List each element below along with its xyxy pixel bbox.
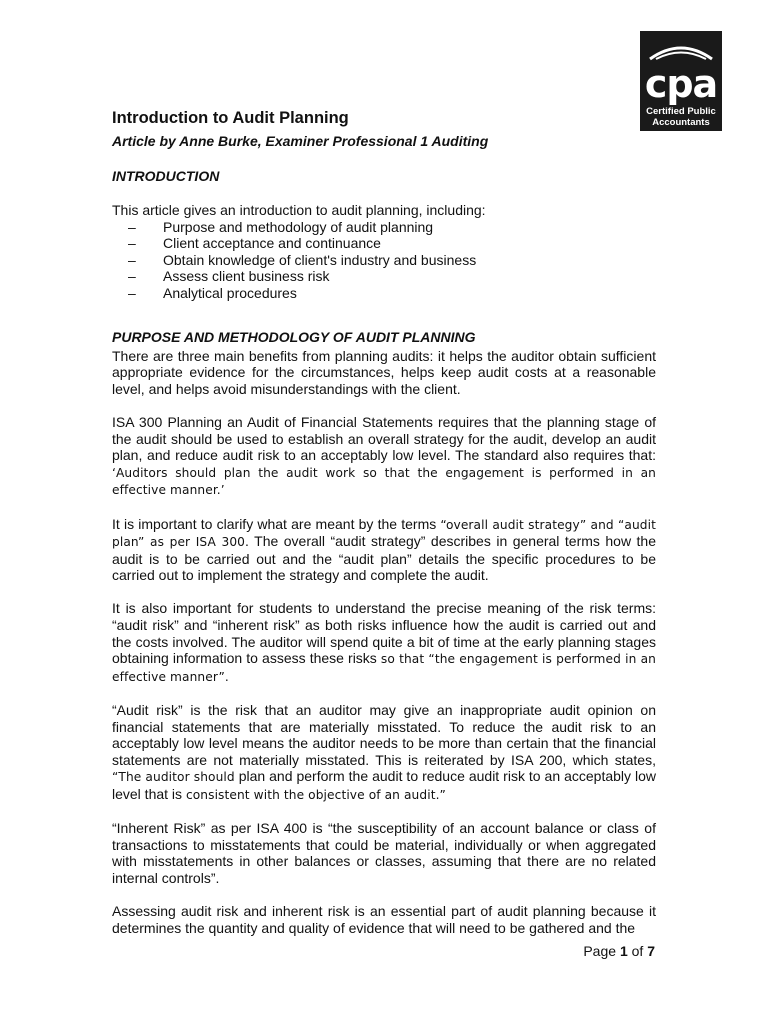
- bullet-dash: –: [128, 218, 136, 235]
- paragraph-audit-risk: [112, 702, 656, 804]
- paragraph-terms: [112, 516, 656, 584]
- quote-run: ‘Auditors should plan the audit work so that the engagement is performed in an effective manner.’: [112, 465, 656, 498]
- list-item: [112, 268, 656, 285]
- paragraph-assessing-risk: Assessing audit risk and inherent risk is an essential part of audit planning because it determines the quantity and quality of evidence that will need to be gathered and the: [112, 903, 656, 936]
- paragraph-inherent-risk: “Inherent Risk” as per ISA 400 is “the susceptibility of an account balance or class of transactions to misstatements that could be material, individually or when aggregated with misstatements in other balances or classes, assuming that there are no related internal controls”.: [112, 820, 656, 886]
- text-run: ISA 300 Planning an Audit of Financial Statements requires that the planning stage of the audit should be used to establish an overall strategy for the audit, develop an audit plan, and reduce audit risk to an acceptably low level. The standard also requires that:: [112, 413, 656, 464]
- logo-subtitle-line2: Accountants: [652, 117, 710, 128]
- quote-run: consistent with the objective of an audit.”: [185, 788, 446, 802]
- list-item-text: Purpose and methodology of audit planning: [163, 218, 434, 235]
- logo-subtitle-line1: Certified Public: [646, 106, 716, 117]
- list-item-text: Obtain knowledge of client's industry and business: [163, 251, 477, 268]
- text-run: . The overall “audit strategy” describes in general terms how the audit is to be carried out and the “audit plan” details the specific procedures to be carried out to implement the strategy and complete the audit.: [112, 533, 656, 584]
- quote-run: “overall audit strategy” and “audit plan” as per ISA 300: [112, 517, 656, 550]
- page-current: 1: [619, 943, 628, 959]
- paragraph-benefits: There are three main benefits from planning audits: it helps the auditor obtain sufficient appropriate evidence for the circumstances, helps keep audit costs at a reasonable level, and helps avoid misunderstandings with the client.: [112, 347, 656, 397]
- bullet-dash: –: [128, 268, 136, 285]
- section-heading: PURPOSE AND METHODOLOGY OF AUDIT PLANNING: [112, 328, 476, 345]
- paragraph-risk-terms: [112, 600, 656, 685]
- article-body: [112, 108, 656, 936]
- bullet-dash: –: [128, 251, 136, 268]
- page-label: Page: [583, 943, 617, 959]
- list-item-text: Assess client business risk: [163, 268, 330, 285]
- list-item: [112, 285, 656, 302]
- text-run: It is also important for students to understand the precise meaning of the risk terms: “audit risk” and “inherent risk” as both risks influence how the audit is carried out and the costs involved. The auditor will spend quite a bit of time at the early planning stages obtaining information to assess these risks: [112, 600, 656, 667]
- quote-run: so that “the engagement is performed in an effective manner”.: [112, 652, 656, 684]
- quote-run: “The auditor should: [112, 770, 235, 785]
- of-label: of: [631, 943, 644, 959]
- list-item-text: Client acceptance and continuance: [163, 235, 381, 252]
- logo-text: cpa: [644, 62, 718, 106]
- list-item: [112, 235, 656, 252]
- text-run: It is important to clarify what are meant by the terms: [112, 515, 441, 532]
- article-byline: Article by Anne Burke, Examiner Professional 1 Auditing: [112, 133, 489, 149]
- bullet-dash: –: [128, 284, 136, 301]
- paragraph-isa300: [112, 414, 656, 499]
- list-item: [112, 219, 656, 236]
- topics-list: [112, 219, 656, 302]
- text-run: plan and perform the audit to reduce audit risk to an acceptably low level that is: [112, 768, 656, 802]
- logo-arc-icon: [646, 37, 716, 63]
- page-title: Introduction to Audit Planning: [112, 109, 349, 127]
- page-number: [583, 943, 655, 959]
- text-run: “Audit risk” is the risk that an auditor may give an inappropriate audit opinion on financial statements that are materially misstated. To reduce the audit risk to an acceptably low level means the auditor needs to be more than certain that the financial statements are not materially misstated. This is reiterated by ISA 200, which states,: [112, 702, 656, 768]
- bullet-dash: –: [128, 235, 136, 252]
- list-item-text: Analytical procedures: [163, 284, 297, 301]
- intro-paragraph: This article gives an introduction to audit planning, including:: [112, 202, 486, 218]
- list-item: [112, 252, 656, 269]
- introduction-heading: INTRODUCTION: [112, 168, 220, 184]
- page-total: 7: [647, 943, 655, 959]
